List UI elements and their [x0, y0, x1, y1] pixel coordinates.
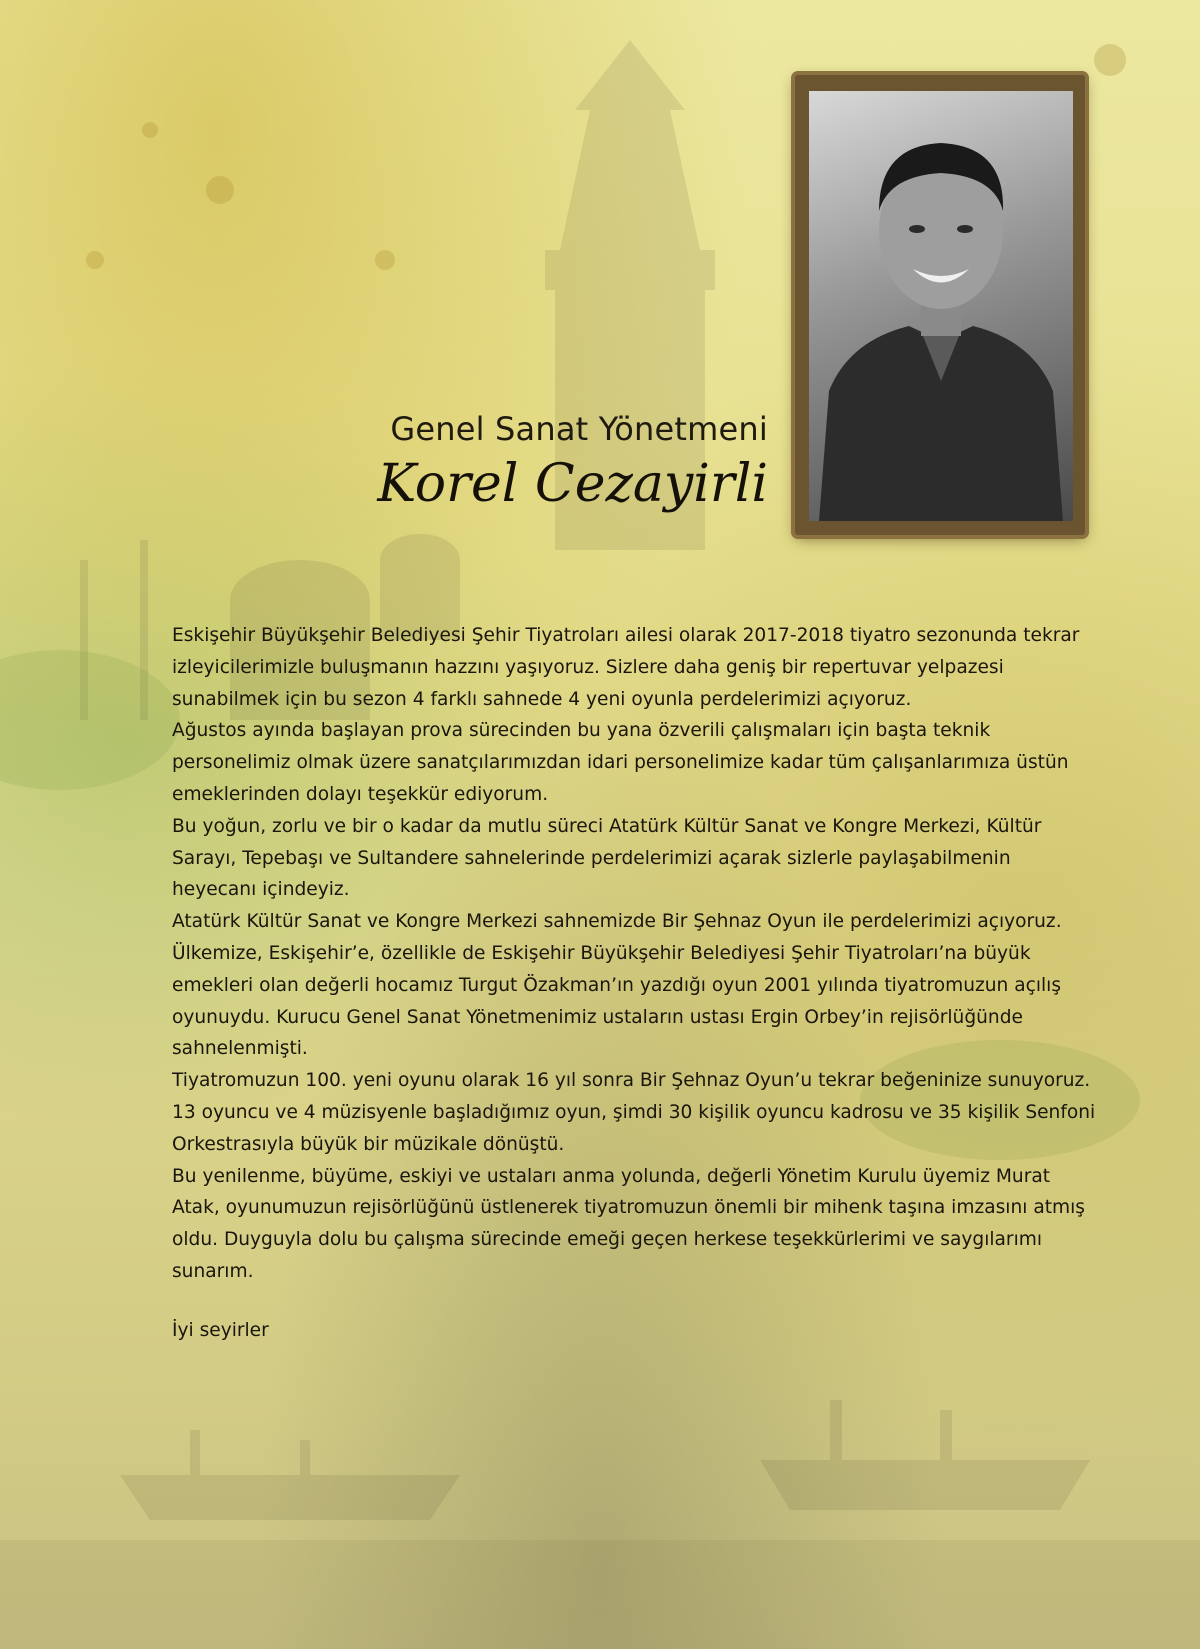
- letter-body: [172, 620, 1100, 1288]
- letter-signoff: İyi seyirler: [172, 1320, 269, 1341]
- letter-paragraph: Bu yoğun, zorlu ve bir o kadar da mutlu süreci Atatürk Kültür Sanat ve Kongre Merkezi, Kültür Sarayı, Tepebaşı ve Sultandere sahnelerinde perdelerimizi açarak sizlerle paylaşabilmenin heyecanı içindeyiz.: [172, 815, 1042, 901]
- director-name: Korel Cezayirli: [377, 454, 768, 514]
- person-silhouette-icon: [809, 91, 1073, 521]
- header-block: [377, 410, 768, 514]
- letter-paragraph: Ağustos ayında başlayan prova sürecinden bu yana özverili çalışmaları için başta teknik personelimiz olmak üzere sanatçılarımızdan idari personelimize kadar tüm çalışanlarımıza üstün emeklerinden dolayı teşekkür ediyorum.: [172, 720, 1069, 805]
- director-role: Genel Sanat Yönetmeni: [390, 410, 768, 448]
- letter-paragraph: Bu yenilenme, büyüme, eskiyi ve ustaları anma yolunda, değerli Yönetim Kurulu üyemiz Murat Atak, oyunumuzun rejisörlüğünü üstlenerek tiyatromuzun önemli bir mihenk taşına imzasını atmış oldu. Duyguyla dolu bu çalışma sürecinde emeği geçen herkese teşekkürlerimi ve saygılarımı sunarım.: [172, 1165, 1085, 1282]
- letter-paragraph: Atatürk Kültür Sanat ve Kongre Merkezi sahnemizde Bir Şehnaz Oyun ile perdelerimizi açıyoruz. Ülkemize, Eskişehir’e, özellikle de Eskişehir Büyükşehir Belediyesi Şehir Tiyatroları’na büyük emekleri olan değerli hocamız Turgut Özakman’ın yazdığı oyun 2001 yılında tiyatromuzun açılış oyunuydu. Kurucu Genel Sanat Yönetmenimiz ustaların ustası Ergin Orbey’in rejisörlüğünde sahnelenmişti.: [172, 911, 1062, 1060]
- letter-paragraph: Tiyatromuzun 100. yeni oyunu olarak 16 yıl sonra Bir Şehnaz Oyun’u tekrar beğeninize sunuyoruz. 13 oyuncu ve 4 müzisyenle başladığımız oyun, şimdi 30 kişilik oyuncu kadrosu ve 35 kişilik Senfoni Orkestrasıyla büyük bir müzikale dönüştü.: [172, 1070, 1096, 1155]
- portrait-frame: [795, 75, 1085, 535]
- letter-paragraph: Eskişehir Büyükşehir Belediyesi Şehir Tiyatroları ailesi olarak 2017-2018 tiyatro sezonunda tekrar izleyicilerimizle buluşmanın hazzını yaşıyoruz. Sizlere daha geniş bir repertuvar yelpazesi sunabilmek için bu sezon 4 farklı sahnede 4 yeni oyunla perdelerimizi açıyoruz.: [172, 625, 1080, 710]
- portrait-photo: [809, 91, 1073, 521]
